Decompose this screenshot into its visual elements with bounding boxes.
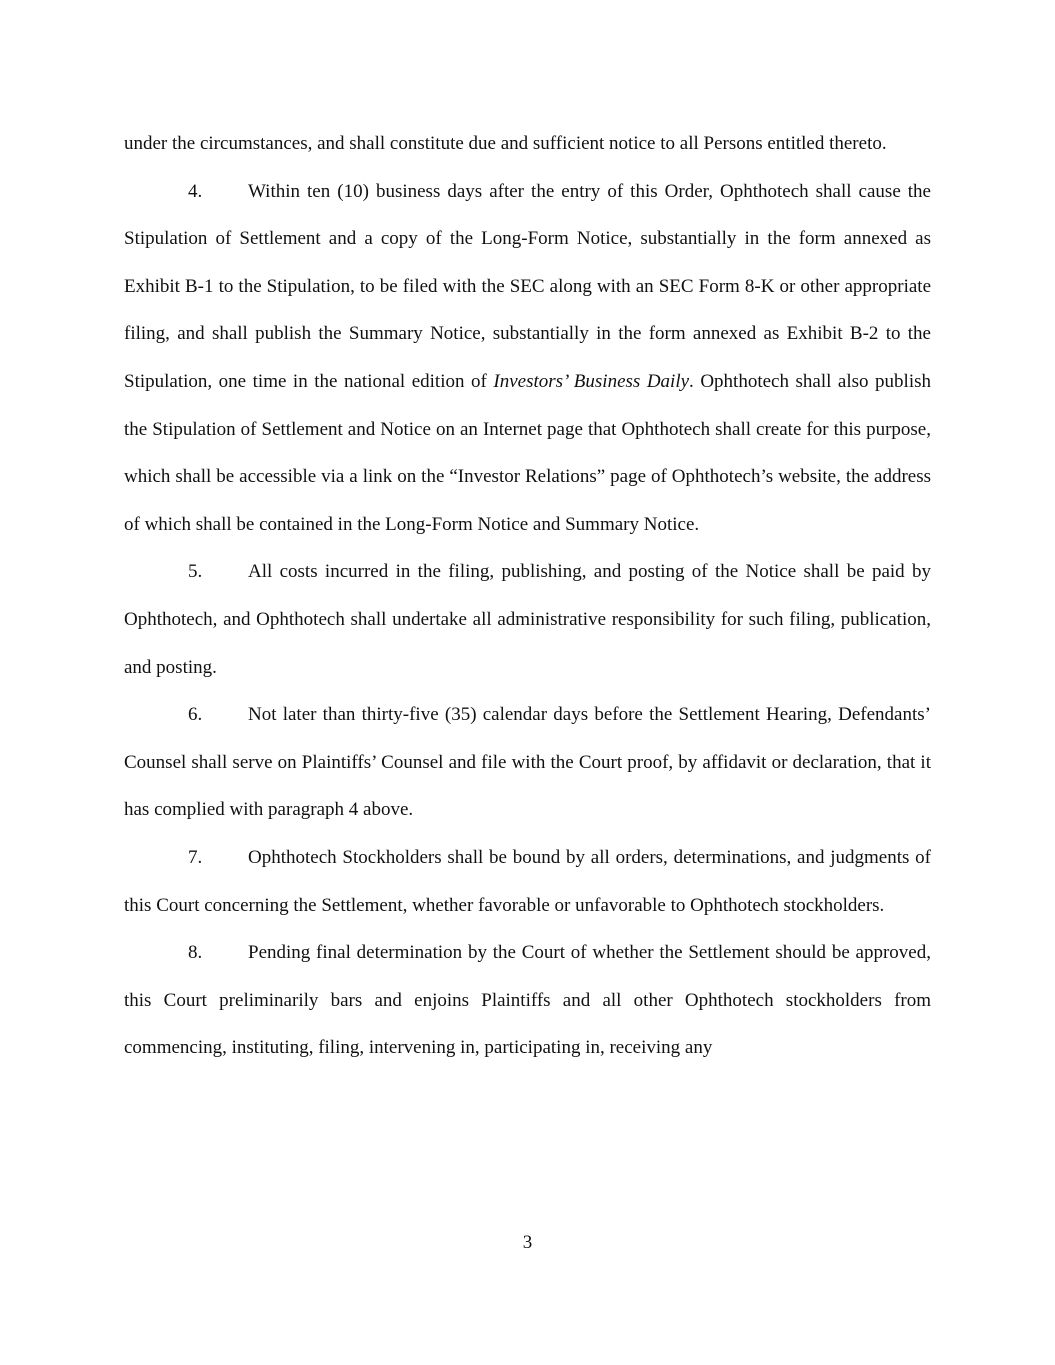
paragraph-number: 5. [188, 561, 203, 583]
paragraph-text: Pending final determination by the Court of whether the Settlement should be approved, this Court preliminarily bars and enjoins Plaintiffs and all other Ophthotech stockholders from commencing, instituting, filing, intervening in, participating in, receiving any [124, 942, 931, 1059]
paragraph-5 [124, 548, 931, 691]
paragraph-text: Not later than thirty-five (35) calendar days before the Settlement Hearing, Defendants’ Counsel shall serve on Plaintiffs’ Counsel and file with the Court proof, by affidavit or declaration, that it has complied with paragraph 4 above. [124, 704, 931, 821]
paragraph-number: 6. [188, 704, 203, 726]
paragraph-number: 4. [188, 180, 203, 202]
page-number: 3 [522, 1232, 533, 1253]
paragraph-6 [124, 691, 931, 834]
paragraph-text-continued: . Ophthotech shall also publish the Stipulation of Settlement and Notice on an Internet page that Ophthotech shall create for this purpose, which shall be accessible via a link on the “Investor Relations” page of Ophthotech’s website, the address of which shall be contained in the Long-Form Notice and Summary Notice. [124, 370, 932, 535]
paragraph-text: Within ten (10) business days after the entry of this Order, Ophthotech shall cause the Stipulation of Settlement and a copy of the Long-Form Notice, substantially in the form annexed as Exhibit B-1 to the Stipulation, to be filed with the SEC along with an SEC Form 8-K or other appropriate filing, and shall publish the Summary Notice, substantially in the form annexed as Exhibit B-2 to the Stipulation, one time in the national edition of [124, 180, 931, 392]
paragraph-text: All costs incurred in the filing, publishing, and posting of the Notice shall be paid by Ophthotech, and Ophthotech shall undertake all administrative responsibility for such filing, publication, and posting. [124, 561, 931, 678]
document-body [124, 120, 931, 1072]
paragraph-7 [124, 834, 931, 929]
paragraph-text: Ophthotech Stockholders shall be bound by all orders, determinations, and judgments of this Court concerning the Settlement, whether favorable or unfavorable to Ophthotech stockholders. [124, 846, 931, 916]
paragraph-number: 7. [188, 846, 203, 868]
paragraph-number: 8. [188, 942, 203, 964]
intro-paragraph: under the circumstances, and shall constitute due and sufficient notice to all Persons entitled thereto. [124, 133, 887, 154]
publication-title: Investors’ Business Daily [493, 370, 690, 392]
paragraph-4 [124, 168, 931, 549]
paragraph-8 [124, 929, 931, 1072]
